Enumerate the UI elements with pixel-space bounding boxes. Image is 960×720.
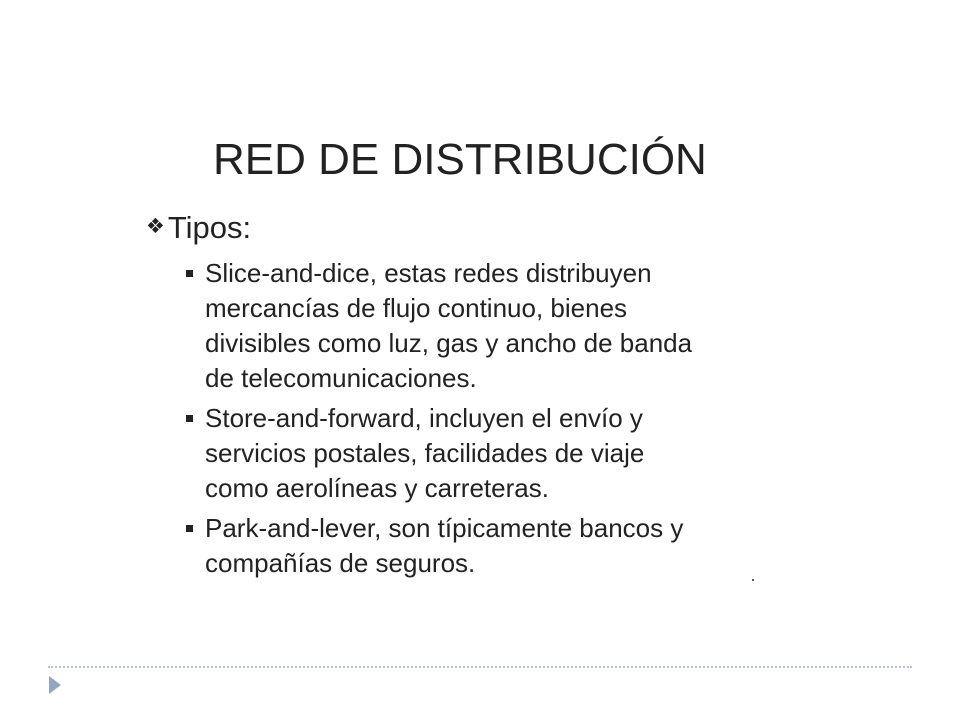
bullet-line: Park-and-lever, son típicamente bancos y	[205, 513, 684, 543]
bullet-line: como aerolíneas y carreteras.	[205, 473, 549, 503]
section-label: Tipos:	[167, 210, 252, 245]
bullet-line: servicios postales, facilidades de viaje	[205, 438, 645, 468]
square-bullet-icon	[186, 525, 193, 532]
bullet-line: de telecomunicaciones.	[205, 363, 477, 393]
bullet-line: compañías de seguros.	[205, 548, 476, 578]
diamond-bullet-icon: ❖	[146, 214, 165, 238]
stray-dot	[752, 579, 754, 581]
bullet-item	[205, 401, 805, 506]
bullet-list	[205, 256, 805, 586]
bullet-line: mercancías de flujo continuo, bienes	[205, 293, 628, 323]
square-bullet-icon	[186, 415, 193, 422]
bullet-item	[205, 511, 805, 581]
square-bullet-icon	[186, 270, 193, 277]
footer-divider	[48, 666, 912, 668]
bullet-line: Slice-and-dice, estas redes distribuyen	[205, 258, 652, 288]
triangle-right-icon	[49, 676, 61, 694]
bullet-item	[205, 256, 805, 396]
slide-title: RED DE DISTRIBUCIÓN	[213, 135, 707, 184]
bullet-line: divisibles como luz, gas y ancho de banda	[205, 328, 693, 358]
bullet-line: Store-and-forward, incluyen el envío y	[205, 403, 643, 433]
section-heading	[146, 208, 251, 244]
